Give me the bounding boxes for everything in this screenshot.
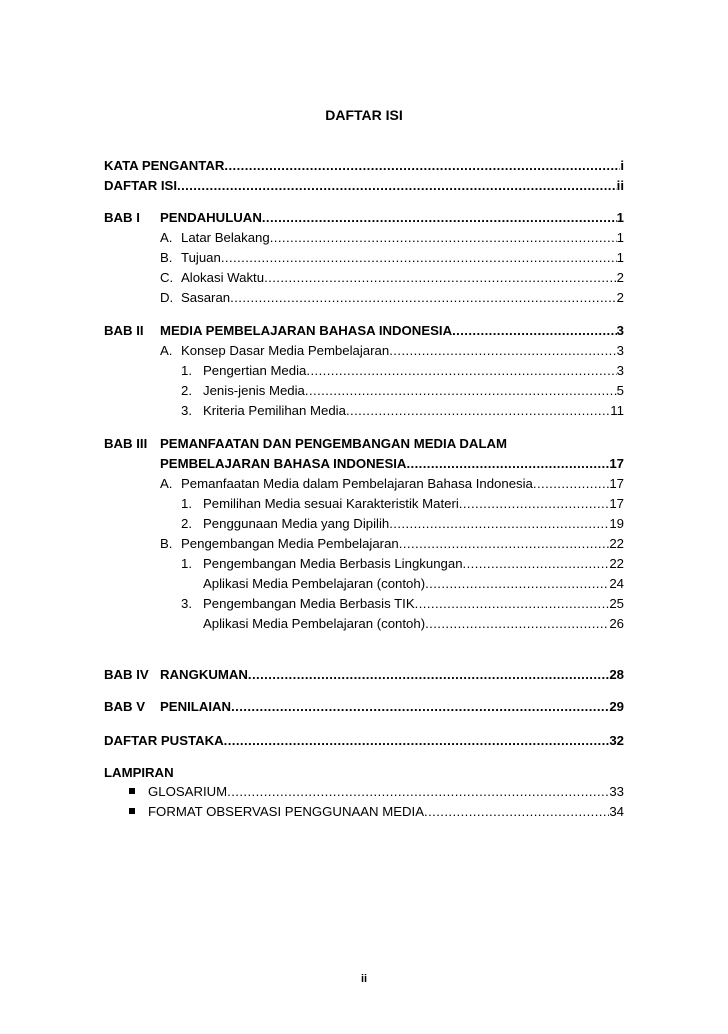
- toc-page: 1: [616, 210, 624, 225]
- toc-page: 2: [616, 270, 624, 285]
- toc-label: Tujuan: [181, 250, 221, 265]
- dot-leader: [425, 574, 609, 594]
- toc-entry-glosarium: [148, 782, 624, 802]
- toc-label: Kriteria Pemilihan Media: [203, 403, 346, 418]
- toc-entry-jenis-media: [203, 381, 624, 401]
- list-marker: A.: [160, 343, 173, 358]
- toc-label: Pengertian Media: [203, 363, 307, 378]
- toc-entry-pendahuluan: [160, 208, 624, 228]
- toc-entry-alokasi-waktu: [181, 268, 624, 288]
- bab-label: BAB IV: [104, 667, 149, 682]
- toc-page: i: [620, 158, 624, 173]
- toc-entry-aplikasi-contoh-2: [203, 614, 624, 634]
- dot-leader: [231, 697, 609, 717]
- list-marker: 2.: [181, 383, 192, 398]
- toc-entry-format-observasi: [148, 802, 624, 822]
- dot-leader: [224, 156, 620, 176]
- list-marker: A.: [160, 230, 173, 245]
- toc-entry-sasaran: [181, 288, 624, 308]
- toc-entry-tujuan: [181, 248, 624, 268]
- dot-leader: [389, 514, 609, 534]
- list-marker: 3.: [181, 596, 192, 611]
- bab-label: BAB V: [104, 699, 146, 714]
- page-title: DAFTAR ISI: [325, 107, 403, 123]
- toc-heading-lampiran: LAMPIRAN: [104, 765, 174, 780]
- dot-leader: [264, 268, 617, 288]
- dot-leader: [399, 534, 610, 554]
- bab-label: BAB III: [104, 436, 148, 451]
- dot-leader: [424, 802, 609, 822]
- toc-label: DAFTAR PUSTAKA: [104, 733, 224, 748]
- toc-heading-pemanfaatan: PEMANFAATAN DAN PENGEMBANGAN MEDIA DALAM: [160, 436, 508, 451]
- toc-label: Pemilihan Media sesuai Karakteristik Materi: [203, 496, 459, 511]
- toc-entry-konsep-dasar: [181, 341, 624, 361]
- toc-entry-rangkuman: [160, 665, 624, 685]
- toc-label: Sasaran: [181, 290, 231, 305]
- bab-label: BAB II: [104, 323, 144, 338]
- toc-entry-kata-pengantar: [104, 156, 624, 176]
- toc-page: 1: [616, 230, 624, 245]
- toc-page: ii: [616, 178, 624, 193]
- list-marker: 3.: [181, 403, 192, 418]
- square-bullet-icon: [129, 808, 135, 814]
- toc-label: MEDIA PEMBELAJARAN BAHASA INDONESIA: [160, 323, 453, 338]
- toc-label: DAFTAR ISI: [104, 178, 178, 193]
- list-marker: A.: [160, 476, 173, 491]
- list-marker: C.: [160, 270, 174, 285]
- dot-leader: [248, 665, 609, 685]
- toc-page: 5: [616, 383, 624, 398]
- toc-label: Konsep Dasar Media Pembelajaran: [181, 343, 390, 358]
- toc-label: Aplikasi Media Pembelajaran (contoh): [203, 576, 426, 591]
- toc-entry-pemanfaatan-media: [181, 474, 624, 494]
- toc-page: 19: [609, 516, 624, 531]
- toc-label: Pengembangan Media Berbasis Lingkungan: [203, 556, 463, 571]
- toc-page: 17: [609, 456, 624, 471]
- toc-page: 2: [616, 290, 624, 305]
- toc-entry-berbasis-lingkungan: [203, 554, 624, 574]
- list-marker: 1.: [181, 496, 192, 511]
- page-number: ii: [360, 973, 368, 985]
- toc-label: Aplikasi Media Pembelajaran (contoh): [203, 616, 426, 631]
- toc-label: PEMBELAJARAN BAHASA INDONESIA: [160, 456, 407, 471]
- toc-label: FORMAT OBSERVASI PENGGUNAAN MEDIA: [148, 804, 425, 819]
- toc-page: 11: [610, 403, 624, 418]
- toc-page: 34: [609, 804, 624, 819]
- toc-label: PENDAHULUAN: [160, 210, 262, 225]
- toc-page: 29: [609, 699, 624, 714]
- toc-label: Alokasi Waktu: [181, 270, 265, 285]
- toc-page: 24: [609, 576, 624, 591]
- dot-leader: [415, 594, 610, 614]
- toc-label: GLOSARIUM: [148, 784, 228, 799]
- list-marker: 1.: [181, 556, 192, 571]
- toc-page: 32: [609, 733, 624, 748]
- toc-entry-pengertian-media: [203, 361, 624, 381]
- toc-page: 22: [609, 536, 624, 551]
- square-bullet-icon: [129, 788, 135, 794]
- toc-page: 33: [609, 784, 624, 799]
- dot-leader: [389, 341, 616, 361]
- dot-leader: [227, 782, 609, 802]
- dot-leader: [459, 494, 610, 514]
- toc-page: 26: [609, 616, 624, 631]
- dot-leader: [262, 208, 617, 228]
- dot-leader: [224, 731, 610, 751]
- toc-page: 3: [616, 323, 624, 338]
- toc-label: Latar Belakang: [181, 230, 270, 245]
- dot-leader: [533, 474, 609, 494]
- dot-leader: [306, 361, 616, 381]
- toc-label: Penggunaan Media yang Dipilih: [203, 516, 390, 531]
- toc-label: Jenis-jenis Media: [203, 383, 305, 398]
- toc-entry-media-pembelajaran: [160, 321, 624, 341]
- list-marker: B.: [160, 250, 173, 265]
- bab-label: BAB I: [104, 210, 140, 225]
- dot-leader: [406, 454, 609, 474]
- toc-entry-kriteria-pemilihan: [203, 401, 624, 421]
- dot-leader: [221, 248, 617, 268]
- dot-leader: [463, 554, 610, 574]
- toc-page: 22: [609, 556, 624, 571]
- toc-entry-pengembangan-media: [181, 534, 624, 554]
- dot-leader: [270, 228, 617, 248]
- toc-page: 3: [616, 343, 624, 358]
- toc-page: 3: [616, 363, 624, 378]
- dot-leader: [346, 401, 610, 421]
- list-marker: D.: [160, 290, 174, 305]
- toc-entry-daftar-pustaka: [104, 731, 624, 751]
- dot-leader: [177, 176, 617, 196]
- dot-leader: [452, 321, 617, 341]
- toc-entry-aplikasi-contoh-1: [203, 574, 624, 594]
- toc-entry-latar-belakang: [181, 228, 624, 248]
- toc-entry-pembelajaran-bahasa: [160, 454, 624, 474]
- toc-label: KATA PENGANTAR: [104, 158, 225, 173]
- toc-label: RANGKUMAN: [160, 667, 248, 682]
- toc-entry-penilaian: [160, 697, 624, 717]
- dot-leader: [230, 288, 617, 308]
- toc-label: Pemanfaatan Media dalam Pembelajaran Bahasa Indonesia: [181, 476, 533, 491]
- toc-label: PENILAIAN: [160, 699, 232, 714]
- toc-page: 17: [609, 476, 624, 491]
- toc-entry-pemilihan-media: [203, 494, 624, 514]
- toc-label: Pengembangan Media Pembelajaran: [181, 536, 399, 551]
- toc-entry-berbasis-tik: [203, 594, 624, 614]
- toc-page: 25: [609, 596, 624, 611]
- list-marker: B.: [160, 536, 173, 551]
- toc-entry-penggunaan-media: [203, 514, 624, 534]
- list-marker: 2.: [181, 516, 192, 531]
- toc-entry-daftar-isi: [104, 176, 624, 196]
- toc-page: 28: [609, 667, 624, 682]
- dot-leader: [305, 381, 617, 401]
- toc-label: Pengembangan Media Berbasis TIK: [203, 596, 415, 611]
- toc-page: 1: [616, 250, 624, 265]
- list-marker: 1.: [181, 363, 192, 378]
- toc-page: 17: [609, 496, 624, 511]
- dot-leader: [425, 614, 609, 634]
